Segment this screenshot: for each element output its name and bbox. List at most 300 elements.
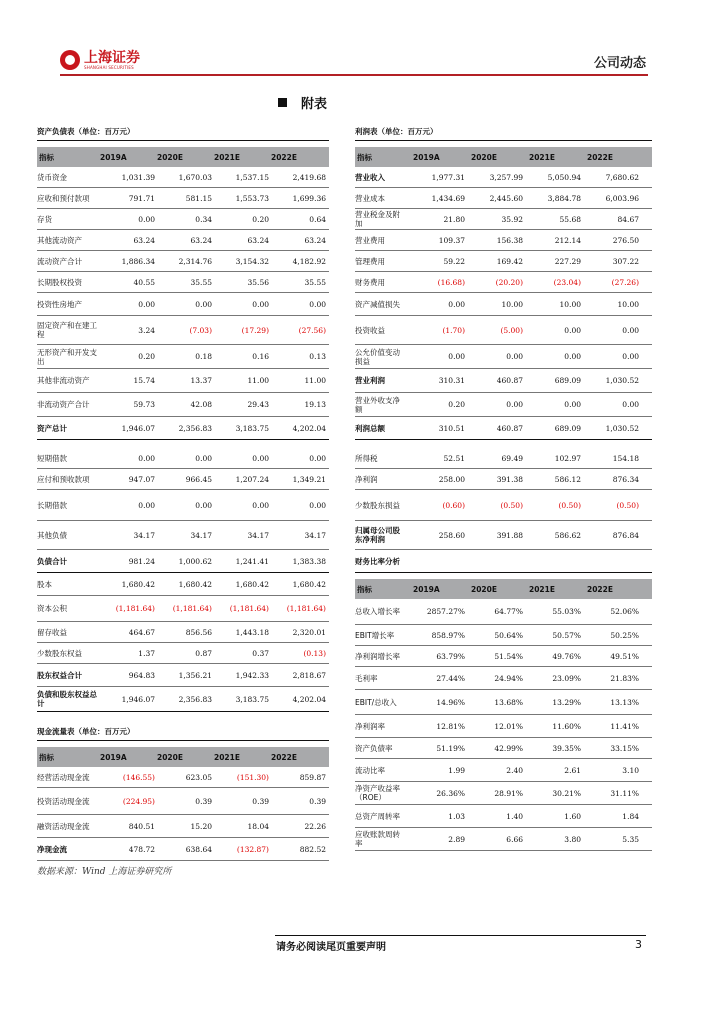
cell-value: 14.96% xyxy=(436,697,465,707)
table-header-row xyxy=(355,147,652,167)
cell-value: 876.34 xyxy=(612,474,639,484)
cell-value: 0.00 xyxy=(622,325,639,335)
table-row xyxy=(37,788,329,815)
cell-value: 34.17 xyxy=(133,530,155,540)
column-header: 2021E xyxy=(529,584,555,594)
row-label: 净利润率 xyxy=(355,721,385,731)
cell-value: 11.00 xyxy=(247,376,269,385)
cell-value: 0.00 xyxy=(138,299,155,309)
row-label: 净资产收益率（ROE） xyxy=(355,784,400,802)
cell-value: 859.87 xyxy=(299,772,326,782)
cell-value: 13.68% xyxy=(494,697,523,707)
cell-value: 460.87 xyxy=(496,423,523,433)
cell-value: 464.67 xyxy=(128,627,155,637)
cell-value: 35.56 xyxy=(247,277,269,287)
table-row xyxy=(355,469,652,490)
table-row xyxy=(37,664,329,687)
cell-value: 586.62 xyxy=(554,530,581,540)
table-row xyxy=(355,738,652,759)
table-row xyxy=(355,828,652,851)
table-row xyxy=(355,759,652,782)
logo xyxy=(60,50,140,70)
cell-value: 2,320.01 xyxy=(292,627,326,637)
row-label: 货币资金 xyxy=(37,172,67,182)
table-row xyxy=(37,767,329,788)
table-row xyxy=(37,251,329,272)
cell-value: 7,680.62 xyxy=(605,172,639,182)
row-label: 财务比率分析 xyxy=(355,556,400,566)
cell-value: 4,182.92 xyxy=(292,256,326,266)
logo-emblem-icon xyxy=(60,50,80,70)
cell-value: 638.64 xyxy=(185,844,212,854)
column-header: 2022E xyxy=(271,152,297,162)
row-label: 负债合计 xyxy=(37,556,67,566)
cell-value: 2,818.67 xyxy=(292,670,326,680)
table-row xyxy=(355,521,652,550)
row-label: 应收和预付款项 xyxy=(37,193,90,203)
cell-value: 1,680.42 xyxy=(178,579,212,589)
row-label: 资产负债率 xyxy=(355,743,393,753)
section-title: 附表 xyxy=(278,93,327,112)
cell-value: 50.64% xyxy=(494,630,523,640)
row-label: 负债和股东权益总计 xyxy=(37,690,97,708)
cell-value: (16.68) xyxy=(437,277,465,287)
row-label: 非流动资产合计 xyxy=(37,400,90,409)
cell-value: 15.74 xyxy=(133,376,155,385)
cell-value: (27.56) xyxy=(298,325,326,335)
cell-value: 856.56 xyxy=(185,627,212,637)
cell-value: 10.00 xyxy=(617,299,639,309)
cell-value: 1.03 xyxy=(448,811,465,821)
row-label: 流动资产合计 xyxy=(37,256,82,266)
cell-value: 1.40 xyxy=(506,811,523,821)
cell-value: 0.20 xyxy=(252,214,269,224)
table-header-row xyxy=(355,579,652,599)
cell-value: 1,680.42 xyxy=(121,579,155,589)
cell-value: 1,356.21 xyxy=(178,670,212,680)
page-number: 3 xyxy=(635,938,642,951)
cell-value: 0.00 xyxy=(195,299,212,309)
table-row xyxy=(37,550,329,573)
cell-value: 2857.27% xyxy=(426,607,465,616)
cell-value: 169.42 xyxy=(496,256,523,266)
row-label: 长期借款 xyxy=(37,500,67,510)
balance-sheet-table xyxy=(37,127,329,712)
cell-value: 460.87 xyxy=(496,376,523,385)
row-label: 营业成本 xyxy=(355,193,385,203)
row-label: 投资收益 xyxy=(355,325,385,335)
cell-value: 882.52 xyxy=(299,844,326,854)
table-row xyxy=(37,293,329,316)
cell-value: 55.68 xyxy=(559,214,581,224)
cell-value: 0.37 xyxy=(252,648,269,658)
cell-value: 0.20 xyxy=(448,400,465,409)
column-header: 2022E xyxy=(587,152,613,162)
cell-value: 28.91% xyxy=(494,788,523,798)
cell-value: 0.00 xyxy=(309,500,326,510)
cell-value: 27.44% xyxy=(436,673,465,683)
cell-value: 3.80 xyxy=(564,834,581,844)
row-label: 投资活动现金流 xyxy=(37,796,90,806)
table-row xyxy=(355,230,652,251)
table-row xyxy=(37,622,329,643)
table-row xyxy=(37,369,329,393)
table-row xyxy=(355,715,652,738)
cell-value: 69.49 xyxy=(501,453,523,463)
table-row xyxy=(37,417,329,440)
cell-value: 1,946.07 xyxy=(121,694,155,704)
header-rule xyxy=(60,74,648,76)
table-row xyxy=(355,448,652,469)
table-row xyxy=(37,490,329,521)
cell-value: 1,553.73 xyxy=(235,193,269,203)
data-source-note: 数据来源：Wind 上海证券研究所 xyxy=(37,867,172,877)
cell-value: 35.92 xyxy=(501,214,523,224)
row-label: 融资活动现金流 xyxy=(37,821,90,831)
cell-value: 109.37 xyxy=(438,235,465,245)
row-label: 股东权益合计 xyxy=(37,670,82,680)
table-row xyxy=(355,782,652,805)
row-label: 归属母公司股东净利润 xyxy=(355,526,400,544)
row-label: 资产总计 xyxy=(37,423,67,433)
table-title: 资产负债表（单位：百万元） xyxy=(37,127,329,141)
cell-value: 0.00 xyxy=(252,500,269,510)
cell-value: (7.03) xyxy=(189,325,212,335)
row-label: 应收账款周转率 xyxy=(355,830,400,848)
table-row xyxy=(355,316,652,345)
cell-value: 0.18 xyxy=(195,352,212,361)
table-row xyxy=(355,805,652,828)
cell-value: 0.00 xyxy=(448,352,465,361)
logo-text: 上海证券 xyxy=(84,49,140,66)
cell-value: 2.61 xyxy=(564,765,581,775)
cell-value: 23.09% xyxy=(552,673,581,683)
cell-value: 0.20 xyxy=(138,352,155,361)
row-label: 留存收益 xyxy=(37,627,67,637)
cell-value: 2.89 xyxy=(448,834,465,844)
cell-value: 55.03% xyxy=(552,607,581,616)
cell-value: 39.35% xyxy=(552,743,581,753)
cell-value: 3,884.78 xyxy=(547,193,581,203)
row-label: EBIT/总收入 xyxy=(355,697,397,707)
cell-value: 3.10 xyxy=(622,765,639,775)
cell-value: 0.16 xyxy=(252,352,269,361)
row-label: 毛利率 xyxy=(355,673,378,683)
cell-value: 35.55 xyxy=(304,277,326,287)
cell-value: 623.05 xyxy=(185,772,212,782)
row-label: 资产减值损失 xyxy=(355,299,400,309)
cell-value: (146.55) xyxy=(122,772,155,782)
column-header: 指标 xyxy=(357,584,372,594)
row-label: 其他非流动资产 xyxy=(37,376,90,385)
cell-value: 51.19% xyxy=(436,743,465,753)
column-header: 2020E xyxy=(471,584,497,594)
cell-value: 2.40 xyxy=(506,765,523,775)
cell-value: (132.87) xyxy=(236,844,269,854)
cell-value: 24.94% xyxy=(494,673,523,683)
cell-value: 1,942.33 xyxy=(235,670,269,680)
cell-value: 11.41% xyxy=(610,721,639,731)
column-header: 指标 xyxy=(357,152,372,162)
row-label: 流动比率 xyxy=(355,765,385,775)
cell-value: (151.30) xyxy=(236,772,269,782)
table-row xyxy=(37,230,329,251)
cell-value: (0.60) xyxy=(442,500,465,510)
table-row xyxy=(37,393,329,417)
cell-value: (23.04) xyxy=(553,277,581,287)
income-statement-table xyxy=(355,127,652,851)
row-label: 总收入增长率 xyxy=(355,607,400,616)
cell-value: 13.37 xyxy=(190,376,212,385)
cell-value: 0.00 xyxy=(195,500,212,510)
table-row xyxy=(355,293,652,316)
cell-value: 3,183.75 xyxy=(235,694,269,704)
cell-value: 1,680.42 xyxy=(235,579,269,589)
row-label: 投资性房地产 xyxy=(37,299,82,309)
cell-value: 0.00 xyxy=(506,400,523,409)
cell-value: 1,207.24 xyxy=(235,474,269,484)
cell-value: 33.15% xyxy=(610,743,639,753)
row-label: 资本公积 xyxy=(37,604,67,613)
cell-value: 34.17 xyxy=(190,530,212,540)
table-row xyxy=(37,209,329,230)
cell-value: 2,356.83 xyxy=(178,423,212,433)
table-row xyxy=(355,188,652,209)
cell-value: 12.81% xyxy=(436,721,465,731)
table-row xyxy=(37,167,329,188)
cell-value: 391.88 xyxy=(496,530,523,540)
cell-value: (0.50) xyxy=(500,500,523,510)
cell-value: 0.00 xyxy=(252,453,269,463)
cell-value: 63.79% xyxy=(436,651,465,661)
cell-value: 12.01% xyxy=(494,721,523,731)
cell-value: 1,434.69 xyxy=(431,193,465,203)
table-row xyxy=(355,272,652,293)
cell-value: (17.29) xyxy=(241,325,269,335)
cell-value: (1,181.64) xyxy=(229,604,269,613)
cell-value: 947.07 xyxy=(128,474,155,484)
table-title: 现金流量表（单位：百万元） xyxy=(37,727,329,741)
cell-value: 0.00 xyxy=(448,299,465,309)
table-row xyxy=(355,625,652,646)
cell-value: 4,202.04 xyxy=(292,694,326,704)
cell-value: 3,257.99 xyxy=(489,172,523,182)
cell-value: 307.22 xyxy=(612,256,639,266)
column-header: 指标 xyxy=(39,152,54,162)
row-label: 总资产周转率 xyxy=(355,811,400,821)
table-row xyxy=(355,167,652,188)
cell-value: 310.51 xyxy=(438,423,465,433)
column-header: 2019A xyxy=(100,152,127,162)
cell-value: 0.00 xyxy=(138,214,155,224)
cell-value: 63.24 xyxy=(247,235,269,245)
footer-rule xyxy=(275,935,646,936)
table-row xyxy=(355,667,652,690)
cell-value: 858.97% xyxy=(431,630,465,640)
row-label: 少数股东权益 xyxy=(37,648,82,658)
cell-value: 1,030.52 xyxy=(605,423,639,433)
table-row xyxy=(37,838,329,861)
row-label: 净利润增长率 xyxy=(355,651,400,661)
cell-value: 0.39 xyxy=(309,796,326,806)
cell-value: 0.00 xyxy=(138,453,155,463)
table-row xyxy=(355,393,652,417)
cell-value: 0.00 xyxy=(622,352,639,361)
cell-value: 63.24 xyxy=(304,235,326,245)
row-spacer xyxy=(37,440,329,448)
cell-value: 2,356.83 xyxy=(178,694,212,704)
cell-value: 1,383.38 xyxy=(292,556,326,566)
column-header: 2020E xyxy=(471,152,497,162)
cell-value: 42.08 xyxy=(190,400,212,409)
cell-value: 0.00 xyxy=(138,500,155,510)
cell-value: 21.80 xyxy=(443,214,465,224)
cell-value: 49.76% xyxy=(552,651,581,661)
cell-value: 1,000.62 xyxy=(178,556,212,566)
cell-value: 1.99 xyxy=(448,765,465,775)
cell-value: 0.39 xyxy=(252,796,269,806)
cell-value: 19.13 xyxy=(304,400,326,409)
table-row xyxy=(355,646,652,667)
row-spacer xyxy=(355,440,652,448)
cell-value: 689.09 xyxy=(554,376,581,385)
cell-value: (1,181.64) xyxy=(172,604,212,613)
cell-value: (1.70) xyxy=(442,325,465,335)
column-header: 指标 xyxy=(39,752,54,762)
cell-value: 5.35 xyxy=(622,834,639,844)
cell-value: 689.09 xyxy=(554,423,581,433)
table-row xyxy=(37,596,329,622)
table-row xyxy=(355,690,652,715)
cell-value: (0.50) xyxy=(616,500,639,510)
cell-value: 52.06% xyxy=(610,607,639,616)
cell-value: 1,670.03 xyxy=(178,172,212,182)
cell-value: 258.00 xyxy=(438,474,465,484)
table-row xyxy=(355,345,652,369)
cell-value: 0.00 xyxy=(309,453,326,463)
cell-value: (20.20) xyxy=(495,277,523,287)
cell-value: (1,181.64) xyxy=(115,604,155,613)
cell-value: 49.51% xyxy=(610,651,639,661)
column-header: 2022E xyxy=(271,752,297,762)
cell-value: 11.60% xyxy=(552,721,581,731)
cash-flow-table xyxy=(37,727,329,861)
table-row xyxy=(37,573,329,596)
cell-value: 11.00 xyxy=(304,376,326,385)
cell-value: 35.55 xyxy=(190,277,212,287)
cell-value: 840.51 xyxy=(128,821,155,831)
row-label: 存货 xyxy=(37,214,52,224)
cell-value: 1,349.21 xyxy=(292,474,326,484)
cell-value: 0.00 xyxy=(506,352,523,361)
cell-value: 26.36% xyxy=(436,788,465,798)
cell-value: 2,419.68 xyxy=(292,172,326,182)
cell-value: 0.34 xyxy=(195,214,212,224)
cell-value: 34.17 xyxy=(304,530,326,540)
cell-value: 1,699.36 xyxy=(292,193,326,203)
row-label: 应付和预收款项 xyxy=(37,474,90,484)
cell-value: 6.66 xyxy=(506,834,523,844)
table-row xyxy=(355,599,652,625)
cell-value: 1,443.18 xyxy=(235,627,269,637)
row-label: 利润总额 xyxy=(355,423,385,433)
cell-value: 1,241.41 xyxy=(235,556,269,566)
row-label: 营业税金及附加 xyxy=(355,210,400,228)
cell-value: 52.51 xyxy=(443,453,465,463)
row-label: 固定资产和在建工程 xyxy=(37,321,97,339)
cell-value: 1.37 xyxy=(138,648,155,658)
row-label: 其他流动资产 xyxy=(37,235,82,245)
table-row xyxy=(355,251,652,272)
cell-value: 0.00 xyxy=(564,400,581,409)
cell-value: 3,154.32 xyxy=(235,256,269,266)
table-title: 利润表（单位：百万元） xyxy=(355,127,652,141)
row-label: 其他负债 xyxy=(37,530,67,540)
cell-value: 2,445.60 xyxy=(489,193,523,203)
cell-value: 586.12 xyxy=(554,474,581,484)
cell-value: 1.60 xyxy=(564,811,581,821)
cell-value: 34.17 xyxy=(247,530,269,540)
cell-value: 1,030.52 xyxy=(605,376,639,385)
row-label: 管理费用 xyxy=(355,256,385,266)
cell-value: 64.77% xyxy=(494,607,523,616)
cell-value: 964.83 xyxy=(128,670,155,680)
cell-value: 212.14 xyxy=(554,235,581,245)
square-bullet-icon xyxy=(278,98,287,107)
table-header-row xyxy=(37,147,329,167)
footer-notice: 请务必阅读尾页重要声明 xyxy=(276,942,386,953)
cell-value: 15.20 xyxy=(190,821,212,831)
table-row xyxy=(355,369,652,393)
cell-value: 10.00 xyxy=(559,299,581,309)
cell-value: 3,183.75 xyxy=(235,423,269,433)
row-label: 少数股东损益 xyxy=(355,500,400,510)
row-label: 净现金流 xyxy=(37,844,67,854)
row-label: 经营活动现金流 xyxy=(37,772,90,782)
cell-value: 5,050.94 xyxy=(547,172,581,182)
cell-value: 0.39 xyxy=(195,796,212,806)
cell-value: 478.72 xyxy=(128,844,155,854)
cell-value: 876.84 xyxy=(612,530,639,540)
cell-value: 63.24 xyxy=(133,235,155,245)
table-row xyxy=(37,272,329,293)
cell-value: 258.60 xyxy=(438,530,465,540)
cell-value: 391.38 xyxy=(496,474,523,484)
table-header-row xyxy=(37,747,329,767)
column-header: 2021E xyxy=(214,152,240,162)
table-row xyxy=(355,550,652,573)
cell-value: 29.43 xyxy=(247,400,269,409)
cell-value: 31.11% xyxy=(610,788,639,798)
cell-value: 0.13 xyxy=(309,352,326,361)
table-row xyxy=(37,345,329,369)
row-label: 短期借款 xyxy=(37,453,67,463)
cell-value: 6,003.96 xyxy=(605,193,639,203)
cell-value: 84.67 xyxy=(617,214,639,224)
table-row xyxy=(37,188,329,209)
cell-value: 1,031.39 xyxy=(121,172,155,182)
row-label: 财务费用 xyxy=(355,277,385,287)
cell-value: 13.29% xyxy=(552,697,581,707)
row-label: 净利润 xyxy=(355,474,378,484)
cell-value: 966.45 xyxy=(185,474,212,484)
row-label: 营业费用 xyxy=(355,235,385,245)
column-header: 2019A xyxy=(413,584,440,594)
cell-value: 981.24 xyxy=(128,556,155,566)
table-row xyxy=(37,448,329,469)
cell-value: 63.24 xyxy=(190,235,212,245)
cell-value: 0.00 xyxy=(195,453,212,463)
